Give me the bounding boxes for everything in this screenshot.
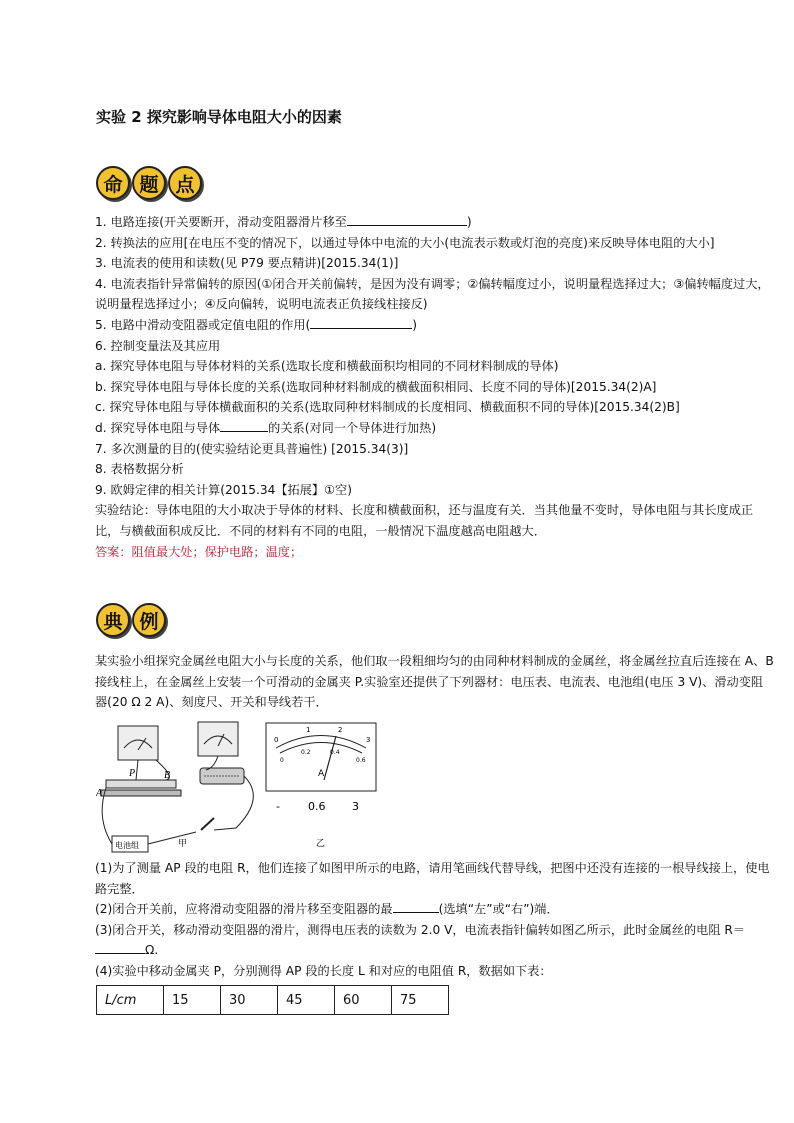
svg-text:乙: 乙: [316, 839, 326, 849]
badge-char: 典: [96, 603, 130, 637]
svg-text:-: -: [276, 800, 280, 813]
svg-text:3: 3: [352, 800, 359, 813]
svg-text:0: 0: [280, 757, 284, 764]
point-item: d. 探究导体电阻与导体 的关系(对同一个导体进行加热): [95, 418, 775, 439]
svg-text:2: 2: [338, 726, 343, 734]
point-item: 3. 电流表的使用和读数(见 P79 要点精讲)[2015.34(1)]: [95, 256, 399, 271]
question-3: (3)闭合开关，移动滑动变阻器的滑片，测得电压表的读数为 2.0 V，电流表指针偏转如图乙所示，此时金属丝的电阻 R＝Ω.: [95, 922, 746, 958]
svg-text:0: 0: [274, 736, 279, 744]
experiment-conclusion: 实验结论：导体电阻的大小取决于导体的材料、长度和横截面积，还与温度有关．当其他量不变时，导体电阻与其长度成正比，与横截面积成反比．不同的材料有不同的电阻，一般情况下温度越高电阻越大．: [95, 503, 754, 538]
table-cell: 45: [278, 986, 335, 1015]
point-item: 5. 电路中滑动变阻器或定值电阻的作用( ): [95, 315, 775, 336]
svg-text:电池组: 电池组: [115, 841, 139, 850]
svg-text:0.6: 0.6: [356, 757, 366, 764]
svg-text:3: 3: [366, 736, 371, 744]
questions: [95, 858, 775, 982]
point-item: 4. 电流表指针异常偏转的原因(①闭合开关前偏转，是因为没有调零；②偏转幅度过小，说明量程选择过大；③偏转幅度过大，说明量程选择过小；④反向偏转，说明电流表正负接线柱接反): [95, 276, 770, 312]
svg-text:A: A: [96, 788, 103, 799]
svg-text:甲: 甲: [178, 839, 188, 849]
svg-text:A: A: [318, 769, 325, 779]
switch-icon: [201, 818, 214, 830]
example-intro: 某实验小组探究金属丝电阻大小与长度的关系，他们取一段粗细均匀的由同种材料制成的金属丝，将金属丝拉直后连接在 A、B 接线柱上，在金属丝上安装一个可滑动的金属夹 P.实验室还提供了下列器材：电压表、电流表、电池组(电压 3 V)、滑动变阻器(20 Ω 2 A)、刻度尺、开关和导线若干．: [95, 654, 774, 710]
table-cell: 60: [335, 986, 392, 1015]
table-cell: 15: [164, 986, 221, 1015]
question-4: (4)实验中移动金属夹 P，分别测得 AP 段的长度 L 和对应的电阻值 R，数据如下表：: [95, 963, 552, 978]
circuit-figure: [96, 718, 396, 858]
badge-char: 点: [168, 166, 202, 200]
badge-proposition-points: [96, 166, 202, 200]
table-header-cell: L/cm: [97, 986, 164, 1015]
svg-text:B: B: [164, 770, 171, 781]
data-table: [96, 985, 449, 1015]
table-cell: 75: [392, 986, 449, 1015]
point-item: 7. 多次测量的目的(使实验结论更具普遍性) [2015.34(3)]: [95, 441, 409, 456]
point-item: b. 探究导体电阻与导体长度的关系(选取同种材料制成的横截面积相同、长度不同的导体)[2015.34(2)A]: [95, 379, 657, 394]
badge-typical-example: [96, 603, 166, 637]
point-item: c. 探究导体电阻与导体横截面积的关系(选取同种材料制成的长度相同、横截面积不同的导体)[2015.34(2)B]: [95, 400, 680, 415]
point-item: 8. 表格数据分析: [95, 462, 184, 477]
badge-char: 例: [132, 603, 166, 637]
svg-text:P: P: [129, 768, 136, 779]
table-row: [97, 986, 449, 1015]
question-2: (2)闭合开关前，应将滑动变阻器的滑片移至变阻器的最 (选填“左”或“右”)端．: [95, 899, 775, 920]
point-item: 1. 电路连接(开关要断开，滑动变阻器滑片移至 ): [95, 212, 775, 233]
svg-text:0.6: 0.6: [308, 800, 326, 813]
proposition-points: [95, 212, 775, 562]
answer-text: 答案：阻值最大处；保护电路；温度；: [95, 544, 303, 559]
point-item: 2. 转换法的应用[在电压不变的情况下，以通过导体中电流的大小(电流表示数或灯泡的亮度)来反映导体电阻的大小]: [95, 235, 715, 250]
resistance-wire: [106, 780, 176, 788]
question-1: (1)为了测量 AP 段的电阻 R，他们连接了如图甲所示的电路，请用笔画线代替导线，把图中还没有连接的一根导线接上，使电路完整．: [95, 861, 770, 896]
point-item: 9. 欧姆定律的相关计算(2015.34【拓展】①空): [95, 482, 352, 497]
svg-text:1: 1: [306, 726, 311, 734]
svg-text:0.4: 0.4: [330, 749, 340, 756]
table-cell: 30: [221, 986, 278, 1015]
ammeter-icon: [198, 722, 238, 756]
voltmeter-icon: [118, 726, 158, 760]
badge-char: 命: [96, 166, 130, 200]
point-item: 6. 控制变量法及其应用: [95, 338, 221, 353]
badge-char: 题: [132, 166, 166, 200]
point-item: a. 探究导体电阻与导体材料的关系(选取长度和横截面积均相同的不同材料制成的导体): [95, 359, 559, 374]
svg-text:0.2: 0.2: [301, 749, 311, 756]
page-title: 实验 2 探究影响导体电阻大小的因素: [96, 108, 342, 126]
